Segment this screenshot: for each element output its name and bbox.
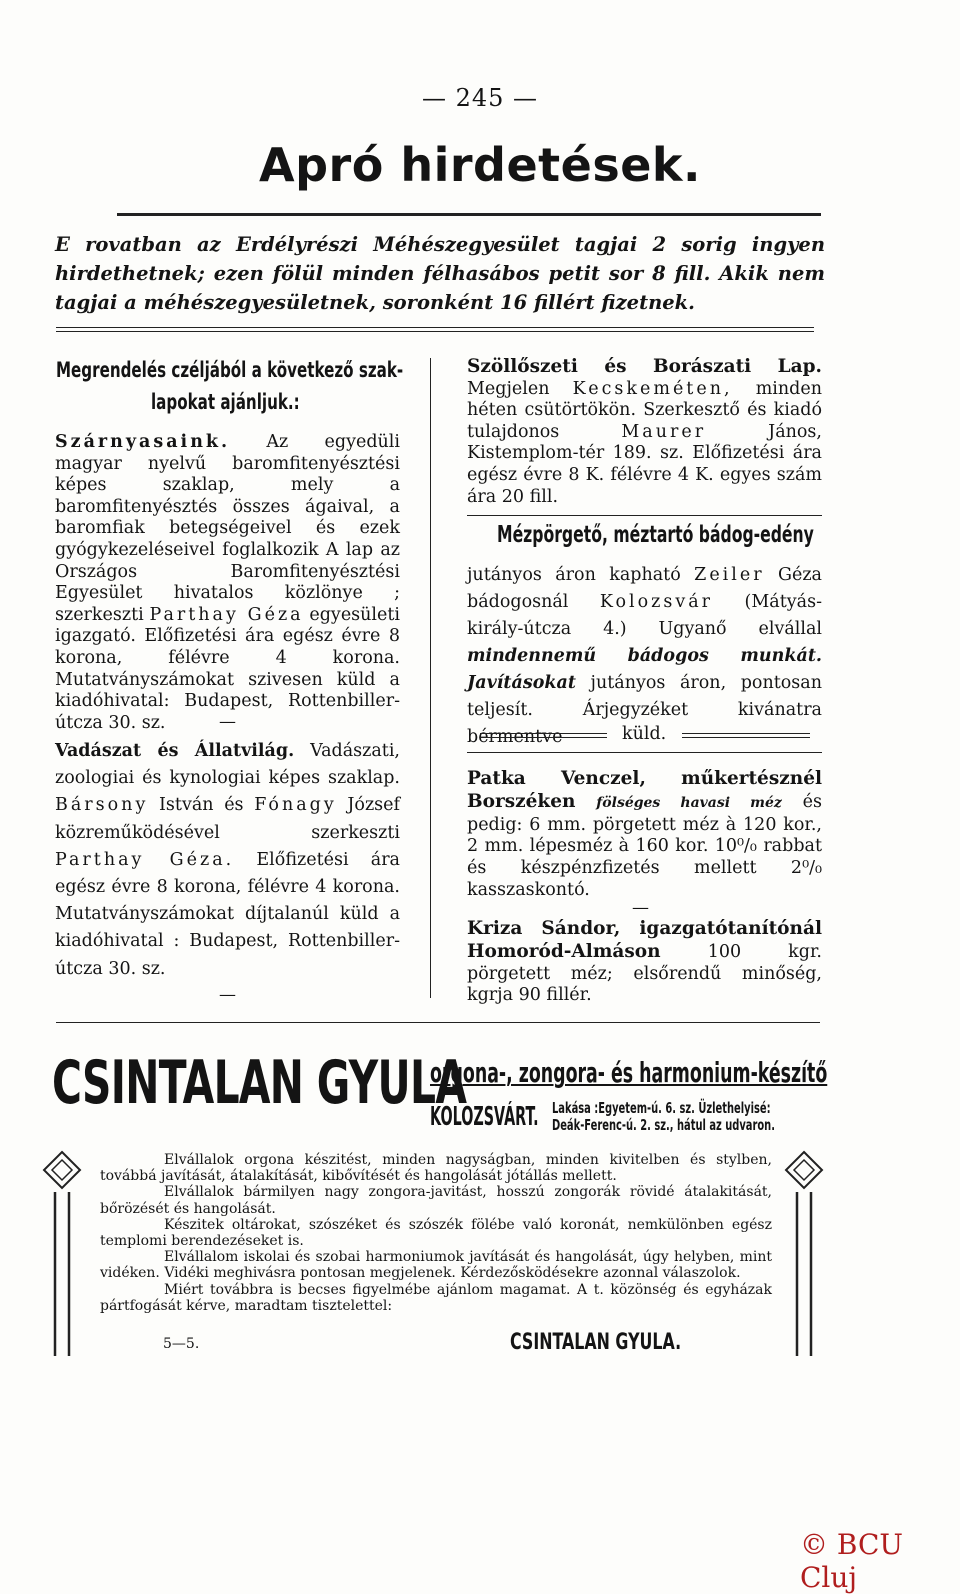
bottom-ad-text — [100, 1152, 772, 1314]
ad-szarnyasaink-editor: Parthay Géza — [149, 604, 304, 625]
ad-mezporgeto — [467, 562, 822, 751]
right-dash: — — [632, 898, 649, 918]
ad-patka-text1: és pedig: 6 mm. pörgetett méz à 120 kor., 2 mm. lépesméz à 160 kor. 10⁰/₀ rabbat és készpénzfizetés mellett 2⁰/₀ kasszaskontó. — [467, 791, 822, 900]
right-ornament-icon — [782, 1150, 826, 1358]
ad-vadaszat — [55, 738, 400, 983]
bottom-ad-paragraph-4: Elvállalom iskolai és szobai harmoniumok javítását és hangolását, úgy helyben, mint vidéken. Vidéki meghivásra pontosan megjelenek. Kérdezősködésekre azonnal válaszolok. — [100, 1249, 772, 1282]
bottom-ad-paragraph-2: Elvállalok bármilyen nagy zongora-javitást, hosszú zongorák rövidé átalakitását, bőrözését és hangolását. — [100, 1184, 772, 1217]
column-divider — [430, 358, 431, 998]
page-title: Apró hirdetések. — [259, 138, 701, 192]
ad-vadaszat-name: Vadászat és Állatvilág. — [55, 741, 295, 761]
right-divider-1 — [467, 515, 822, 516]
title-rule — [117, 213, 821, 216]
left-dash-1: — — [219, 712, 236, 732]
ad-szolloszeti-name: Szöllőszeti és Borászati Lap. — [467, 356, 822, 377]
ad-mezporgeto-heading: Mézpörgető, méztartó bádog-edény — [497, 522, 814, 548]
ad-vadaszat-text2: István és — [148, 795, 255, 816]
ad-mezporgeto-last: küld. — [622, 724, 667, 744]
bottom-ad-number: 5—5. — [163, 1336, 200, 1352]
kuld-rule-left-b — [480, 737, 607, 738]
page-number: — 245 — — [421, 84, 539, 112]
bottom-ad-address-line1: Lakása :Egyetem-ú. 6. sz. Üzlethelyisé: — [552, 1099, 771, 1117]
ad-vadaszat-text3: József közreműködésével szerkeszti — [55, 795, 400, 843]
left-ornament-icon — [40, 1150, 84, 1358]
ad-kriza-text1: 100 kgr. pörgetett méz; elsőrendű minőség, kgrja 90 fillér. — [467, 941, 822, 1006]
kuld-rule-right-b — [682, 737, 810, 738]
bottom-ad-paragraph-5: Miért továbbra is becses figyelmébe ajánlom magamat. A t. közönség és egyházak pártfogását kérve, maradtam tisztelettel: — [100, 1281, 772, 1314]
ad-szolloszeti-text1: Megjelen — [467, 378, 573, 399]
ad-szarnyasaink-text2: egyesületi igazgató. Előfizetési ára egész évre 8 korona, félévre 4 korona. Mutatványszámokat szivesen küld a kiadóhivatal: Budapest, Rottenbiller-útcza 30. sz. — [55, 604, 401, 733]
ad-vadaszat-text1: Vadászati, zoologiai és kynologiai képes szaklap. — [55, 741, 400, 789]
ad-szarnyasaink — [55, 432, 400, 734]
copyright-watermark: © BCU Cluj — [800, 1528, 904, 1594]
ad-mezporgeto-emphasis: mindennemű bádogos munkát. Javításokat — [467, 646, 822, 693]
left-dash-2: — — [219, 985, 236, 1005]
kuld-rule-left-a — [480, 733, 607, 734]
ad-szolloszeti — [467, 356, 822, 508]
ad-kriza-name: Kriza Sándor, igazgatótanítónál Homoród-Almáson — [467, 918, 822, 962]
bottom-ad-city: KOLOZSVÁRT. — [430, 1102, 539, 1132]
ad-patka — [467, 768, 822, 902]
ad-mezporgeto-text1: jutányos áron kapható — [467, 565, 695, 585]
bottom-ad-signature: CSINTALAN GYULA. — [510, 1330, 682, 1355]
ad-szarnyasaink-name: Szárnyasaink. — [55, 432, 231, 452]
ad-vadaszat-person1: Bársony — [55, 795, 149, 816]
bottom-ad-paragraph-1: Elvállalok orgona készitést, minden nagyságban, minden kivitelben és stylben, továbbá javítását, átalakítását, kibővítését és hangolását jótállás mellett. — [100, 1152, 772, 1185]
kuld-rule-right-a — [682, 733, 810, 734]
ad-mezporgeto-text2: Géza bádogosnál — [467, 565, 822, 612]
ad-vadaszat-text4: Előfizetési ára egész évre 8 korona, félévre 4 korona. Mutatványszámokat díjtalanúl küld a kiadóhivatal : Budapest, Rottenbiller-útcza 30. sz. — [55, 849, 400, 979]
ad-szolloszeti-text3: János, Kistemplom-tér 189. sz. Előfizetési ára egész évre 8 K. félévre 4 K. egyes szám ára 20 fill. — [467, 421, 822, 507]
intro-notice: E rovatban az Erdélyrészi Méhészegyesület tagjai 2 sorig ingyen hirdethetnek; ezen fölül minden félhasábos petit sor 8 fill. Akik nem tagjai a méhészegyesületnek, soronként 16 fillért fizetnek. — [55, 233, 825, 314]
divider-top-1 — [56, 327, 814, 328]
ad-szolloszeti-owner: Maurer — [621, 421, 707, 442]
ad-vadaszat-editor: Parthay Géza. — [55, 849, 235, 870]
divider-top-2 — [56, 331, 814, 332]
ad-patka-name: Patka Venczel, műkertésznél Borszéken — [467, 768, 822, 812]
ad-patka-emphasis: fölséges havasi méz — [596, 794, 782, 811]
left-heading — [56, 354, 404, 418]
ad-szolloszeti-place: Kecskeméten, — [572, 378, 733, 399]
right-divider-2 — [467, 752, 822, 753]
ad-szolloszeti-text2: minden héten csütörtökön. Szerkesztő és kiadó tulajdonos — [467, 378, 823, 442]
bottom-ad-name: CSINTALAN GYULA — [52, 1048, 467, 1118]
ad-szarnyasaink-text1: Az egyedüli magyar nyelvű baromfitenyésztési képes szaklap, mely a baromfitenyésztés összes ágaival, a baromfiak betegségeivel és ezek gyógykezeléseivel foglalkozik A lap az Országos Baromfitenyésztési Egyesület hivatalos közlönye ; szerkeszti — [55, 432, 400, 625]
left-heading-line2: lapokat ajánljuk.: — [151, 390, 300, 414]
ad-mezporgeto-heading-wrap — [497, 522, 960, 548]
bottom-ad-paragraph-3: Készitek oltárokat, szószéket és szószék fölébe való koronát, nemkülönben egész templomi berendezéseket is. — [100, 1216, 772, 1250]
ad-mezporgeto-maker: Zeiler — [694, 565, 765, 585]
left-heading-line1: Megrendelés czéljából a következő szak- — [56, 358, 404, 382]
ad-mezporgeto-text4: jutányos áron, pontosan teljesít. Árjegyzéket kivánatra bérmentve — [467, 673, 822, 747]
bottom-ad-address-line2: Deák-Ferenc-ú. 2. sz., hátul az udvaron. — [552, 1116, 775, 1134]
ad-mezporgeto-city: Kolozsvár — [599, 592, 714, 612]
bottom-ad-address — [552, 1100, 775, 1134]
bottom-ad-rule — [56, 1022, 820, 1023]
ad-vadaszat-person2: Fónagy — [254, 795, 337, 816]
ad-kriza — [467, 918, 822, 1007]
ad-mezporgeto-text3: (Mátyás-király-útcza 4.) Ugyanő elvállal — [467, 592, 822, 639]
bottom-ad-subtitle: orgona-, zongora- és harmonium-készítő — [430, 1056, 828, 1089]
